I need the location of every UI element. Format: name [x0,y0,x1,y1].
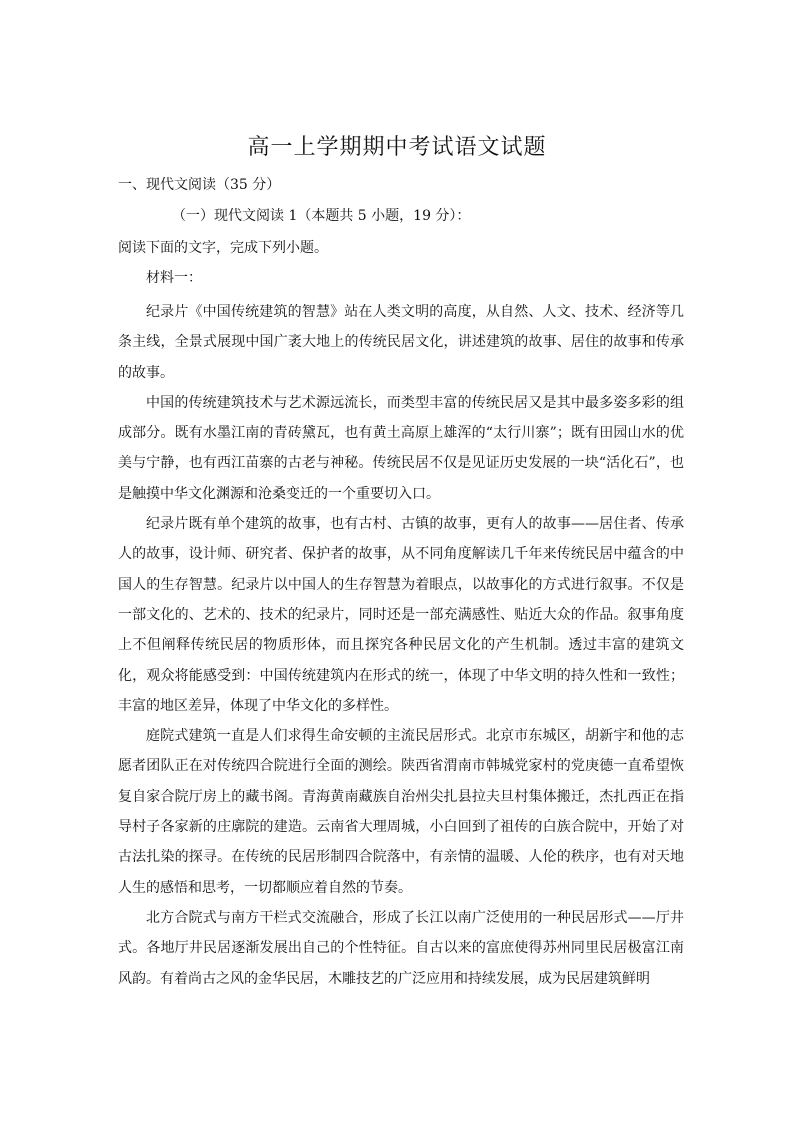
article-paragraph-1: 纪录片《中国传统建筑的智慧》站在人类文明的高度，从自然、人文、技术、经济等几条主线，全景式展现中国广袤大地上的传统民居文化，讲述建筑的故事、居住的故事和传承的故事。 [118,304,684,381]
article-body [118,297,684,994]
article-paragraph-3: 纪录片既有单个建筑的故事，也有古村、古镇的故事，更有人的故事——居住者、传承人的故事，设计师、研究者、保护者的故事，从不同角度解读几千年来传统民居中蕴含的中国人的生存智慧。纪录片以中国人的生存智慧为着眼点，以故事化的方式进行叙事。不仅是一部文化的、艺术的、技术的纪录片，同时还是一部充满感性、贴近大众的作品。叙事角度上不但阐释传统民居的物质形体，而且探究各种民居文化的产生机制。透过丰富的建筑文化，观众将能感受到：中国传统建筑内在形式的统一，体现了中华文明的持久性和一致性；丰富的地区差异，体现了中华文化的多样性。 [118,516,684,714]
material-label: 材料一： [146,270,202,286]
section-heading: 一、现代文阅读（35 分） [118,177,281,193]
reading-instruction: 阅读下面的文字，完成下列小题。 [118,240,328,256]
article-paragraph-4: 庭院式建筑一直是人们求得生命安顿的主流民居形式。北京市东城区，胡新宇和他的志愿者团队正在对传统四合院进行全面的测绘。陕西省渭南市韩城党家村的党庚德一直希望恢复自家合院厅房上的藏书阁。青海黄南藏族自治州尖扎县拉夫旦村集体搬迁，杰扎西正在指导村子各家新的庄廓院的建造。云南省大理周城，小白回到了祖传的白族合院中，开始了对古法扎染的探寻。在传统的民居形制四合院落中，有亲情的温暖、人伦的秩序，也有对天地人生的感悟和思考，一切都顺应着自然的节奏。 [118,728,684,896]
article-paragraph-2: 中国的传统建筑技术与艺术源远流长，而类型丰富的传统民居又是其中最多姿多彩的组成部分。既有水墨江南的青砖黛瓦，也有黄土高原上雄浑的“太行川寨”；既有田园山水的优美与宁静，也有西江苗寨的古老与神秘。传统民居不仅是见证历史发展的一块“活化石”，也是触摸中华文化渊源和沧桑变迁的一个重要切入口。 [118,394,684,502]
article-paragraph-5: 北方合院式与南方干栏式交流融合，形成了长江以南广泛使用的一种民居形式——厅井式。各地厅井民居逐渐发展出自己的个性特征。自古以来的富庶使得苏州同里民居极富江南风韵。有着尚古之风的金华民居，木雕技艺的广泛应用和持续发展，成为民居建筑鲜明 [118,909,684,987]
subsection-heading: （一）现代文阅读 1（本题共 5 小题，19 分）： [172,208,471,224]
page-title: 高一上学期期中考试语文试题 [247,135,547,160]
